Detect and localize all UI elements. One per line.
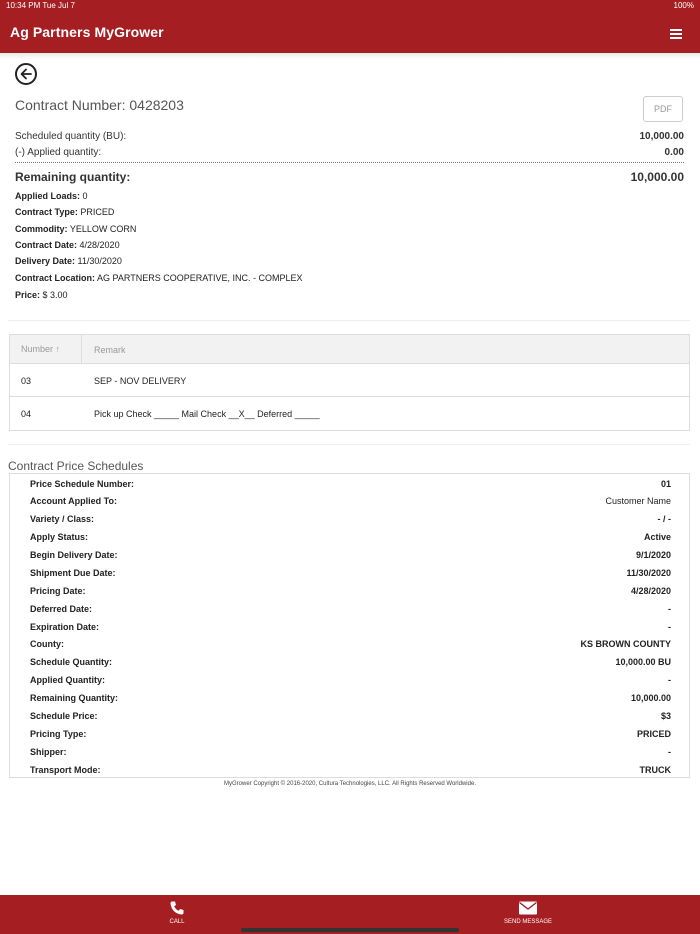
price-schedules-title: Contract Price Schedules bbox=[8, 459, 144, 473]
schedule-row: Shipper: - bbox=[30, 747, 671, 757]
schedule-row: Transport Mode: TRUCK bbox=[30, 765, 671, 775]
schedule-row: Price Schedule Number: 01 bbox=[30, 479, 671, 489]
schedule-row: Remaining Quantity: 10,000.00 bbox=[30, 693, 671, 703]
header-shadow bbox=[0, 53, 700, 59]
section-divider bbox=[8, 444, 690, 445]
schedule-row: County: KS BROWN COUNTY bbox=[30, 639, 671, 649]
remaining-quantity-value: 10,000.00 bbox=[630, 170, 684, 184]
remark-number: 03 bbox=[21, 376, 32, 386]
remark-number: 04 bbox=[21, 409, 32, 419]
price-schedule-panel bbox=[9, 473, 690, 778]
schedule-row: Account Applied To: Customer Name bbox=[30, 496, 671, 506]
remaining-quantity-label: Remaining quantity: bbox=[15, 170, 131, 184]
status-battery: 100% bbox=[673, 1, 694, 10]
remaining-quantity-row bbox=[15, 170, 684, 184]
dotted-divider bbox=[15, 162, 684, 163]
status-time: 10:34 PM Tue Jul 7 bbox=[6, 1, 75, 10]
schedule-row: Applied Quantity: - bbox=[30, 675, 671, 685]
detail-contract-type: Contract Type: PRICED bbox=[15, 207, 115, 217]
copyright-text: MyGrower Copyright © 2016-2020, Cultura Technologies, LLC. All Rights Reserved Worldwide. bbox=[224, 781, 476, 787]
detail-delivery-date: Delivery Date: 11/30/2020 bbox=[15, 256, 122, 266]
column-header-remark[interactable]: Remark bbox=[94, 345, 126, 355]
status-bar bbox=[0, 0, 700, 11]
hamburger-menu-icon[interactable] bbox=[670, 29, 682, 39]
section-divider bbox=[8, 320, 690, 321]
schedule-row: Schedule Price: $3 bbox=[30, 711, 671, 721]
send-message-label: SEND MESSAGE bbox=[503, 919, 552, 925]
detail-contract-date: Contract Date: 4/28/2020 bbox=[15, 240, 120, 250]
call-label: CALL bbox=[169, 919, 185, 925]
table-row bbox=[10, 397, 689, 430]
app-title: Ag Partners MyGrower bbox=[10, 24, 164, 40]
phone-icon bbox=[169, 900, 185, 916]
table-row bbox=[10, 364, 689, 397]
envelope-icon bbox=[518, 900, 538, 916]
scheduled-quantity-value: 10,000.00 bbox=[639, 131, 684, 142]
detail-contract-location: Contract Location: AG PARTNERS COOPERATIVE, INC. - COMPLEX bbox=[15, 273, 303, 283]
remark-text: Pick up Check _____ Mail Check __X__ Deferred _____ bbox=[94, 409, 320, 419]
schedule-row: Variety / Class: - / - bbox=[30, 514, 671, 524]
detail-price: Price: $ 3.00 bbox=[15, 290, 68, 300]
remarks-table bbox=[9, 334, 690, 431]
schedule-row: Schedule Quantity: 10,000.00 BU bbox=[30, 657, 671, 667]
scheduled-quantity-row bbox=[15, 131, 684, 142]
detail-applied-loads: Applied Loads: 0 bbox=[15, 191, 88, 201]
scheduled-quantity-label: Scheduled quantity (BU): bbox=[15, 131, 127, 142]
applied-quantity-label: (-) Applied quantity: bbox=[15, 147, 102, 158]
back-arrow-icon[interactable] bbox=[15, 63, 37, 85]
schedule-row: Shipment Due Date: 11/30/2020 bbox=[30, 568, 671, 578]
call-button[interactable] bbox=[160, 900, 194, 925]
home-indicator bbox=[241, 928, 459, 932]
detail-commodity: Commodity: YELLOW CORN bbox=[15, 224, 137, 234]
app-header bbox=[0, 11, 700, 53]
pdf-button[interactable]: PDF bbox=[643, 96, 683, 122]
contract-title: Contract Number: 0428203 bbox=[15, 97, 184, 113]
schedule-row: Deferred Date: - bbox=[30, 604, 671, 614]
sort-arrow-up-icon: ↑ bbox=[55, 344, 61, 354]
send-message-button[interactable] bbox=[494, 900, 562, 925]
schedule-row: Pricing Type: PRICED bbox=[30, 729, 671, 739]
schedule-row: Pricing Date: 4/28/2020 bbox=[30, 586, 671, 596]
remark-text: SEP - NOV DELIVERY bbox=[94, 376, 187, 386]
schedule-row: Begin Delivery Date: 9/1/2020 bbox=[30, 550, 671, 560]
remarks-table-header bbox=[10, 335, 689, 364]
schedule-row: Apply Status: Active bbox=[30, 532, 671, 542]
schedule-row: Expiration Date: - bbox=[30, 622, 671, 632]
applied-quantity-row bbox=[15, 147, 684, 158]
column-header-number[interactable]: Number ↑ bbox=[10, 335, 82, 363]
applied-quantity-value: 0.00 bbox=[664, 147, 684, 158]
